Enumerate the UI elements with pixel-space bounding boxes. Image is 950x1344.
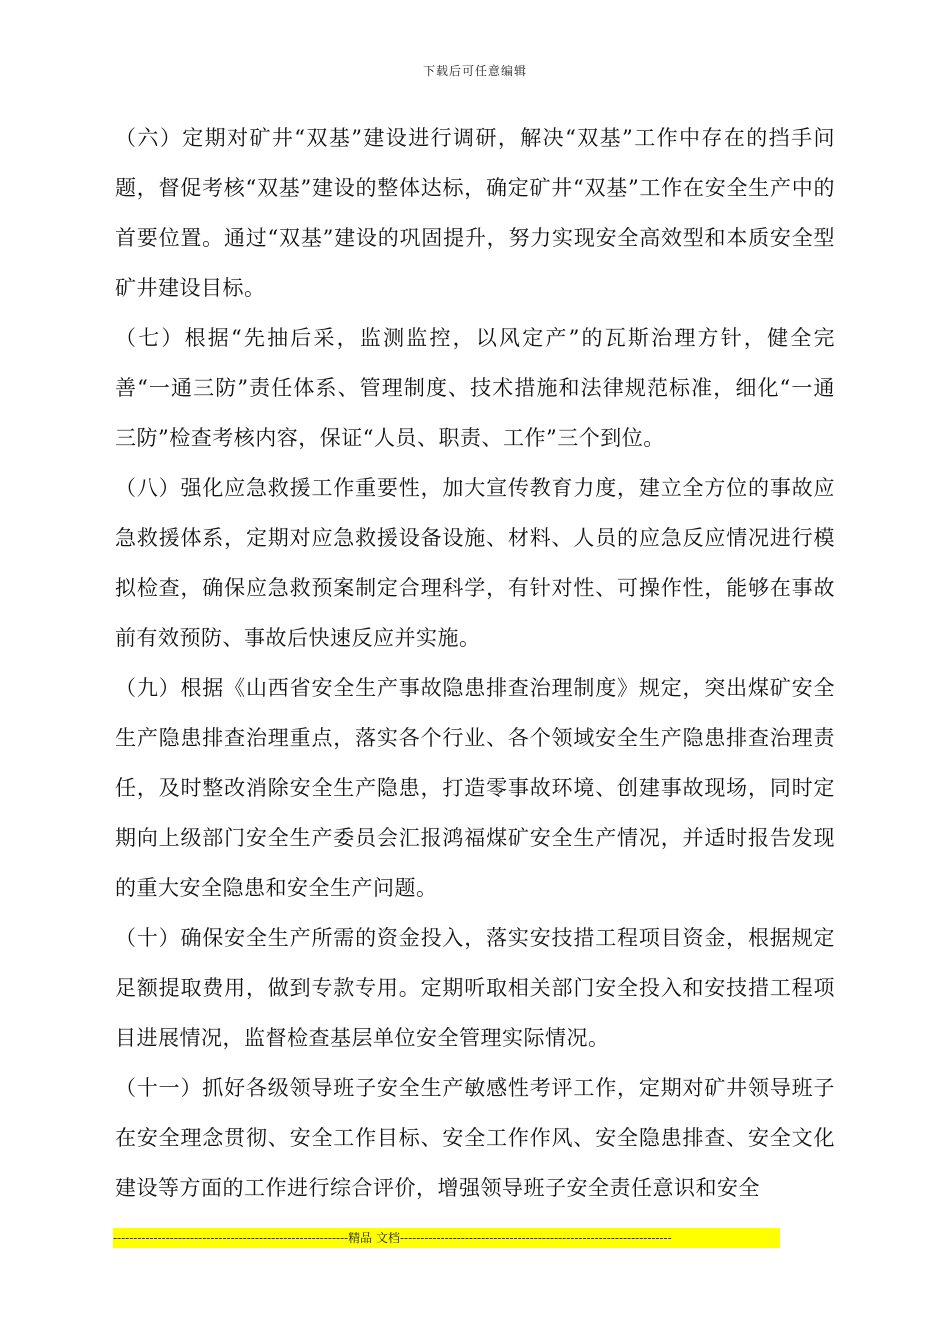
paragraph-11: （十一）抓好各级领导班子安全生产敏感性考评工作，定期对矿井领导班子在安全理念贯彻、安全工作目标、安全工作作风、安全隐患排查、安全文化建设等方面的工作进行综合评价，增强领导班子安全责任意识和安全 xyxy=(115,1076,835,1200)
page-header: 下载后可任意编辑 xyxy=(422,64,527,78)
paragraph-10: （十）确保安全生产所需的资金投入，落实安技措工程项目资金，根据规定足额提取费用，做到专款专用。定期听取相关部门安全投入和安技措工程项目进展情况，监督检查基层单位安全管理实际情况。 xyxy=(115,926,835,1050)
paragraph-6: （六）定期对矿井“双基”建设进行调研，解决“双基”工作中存在的挡手问题，督促考核“双基”建设的整体达标，确定矿井“双基”工作在安全生产中的首要位置。通过“双基”建设的巩固提升，努力实现安全高效型和本质安全型矿井建设目标。 xyxy=(115,126,835,300)
paragraph-8: （八）强化应急救援工作重要性，加大宣传教育力度，建立全方位的事故应急救援体系，定期对应急救援设备设施、材料、人员的应急反应情况进行模拟检查，确保应急救预案制定合理科学，有针对性、可操作性，能够在事故前有效预防、事故后快速反应并实施。 xyxy=(115,476,835,650)
page-footer: ----------------------------------------------------------精品 文档------------------------------------------------------------------- xyxy=(113,1228,780,1248)
paragraph-7: （七）根据“先抽后采，监测监控，以风定产”的瓦斯治理方针，健全完善“一通三防”责任体系、管理制度、技术措施和法律规范标准，细化“一通三防”检查考核内容，保证“人员、职责、工作”三个到位。 xyxy=(115,326,835,450)
paragraph-9: （九）根据《山西省安全生产事故隐患排查治理制度》规定，突出煤矿安全生产隐患排查治理重点，落实各个行业、各个领域安全生产隐患排查治理责任，及时整改消除安全生产隐患，打造零事故环境、创建事故现场，同时定期向上级部门安全生产委员会汇报鸿福煤矿安全生产情况，并适时报告发现的重大安全隐患和安全生产问题。 xyxy=(115,676,835,900)
document-body xyxy=(115,113,835,1213)
